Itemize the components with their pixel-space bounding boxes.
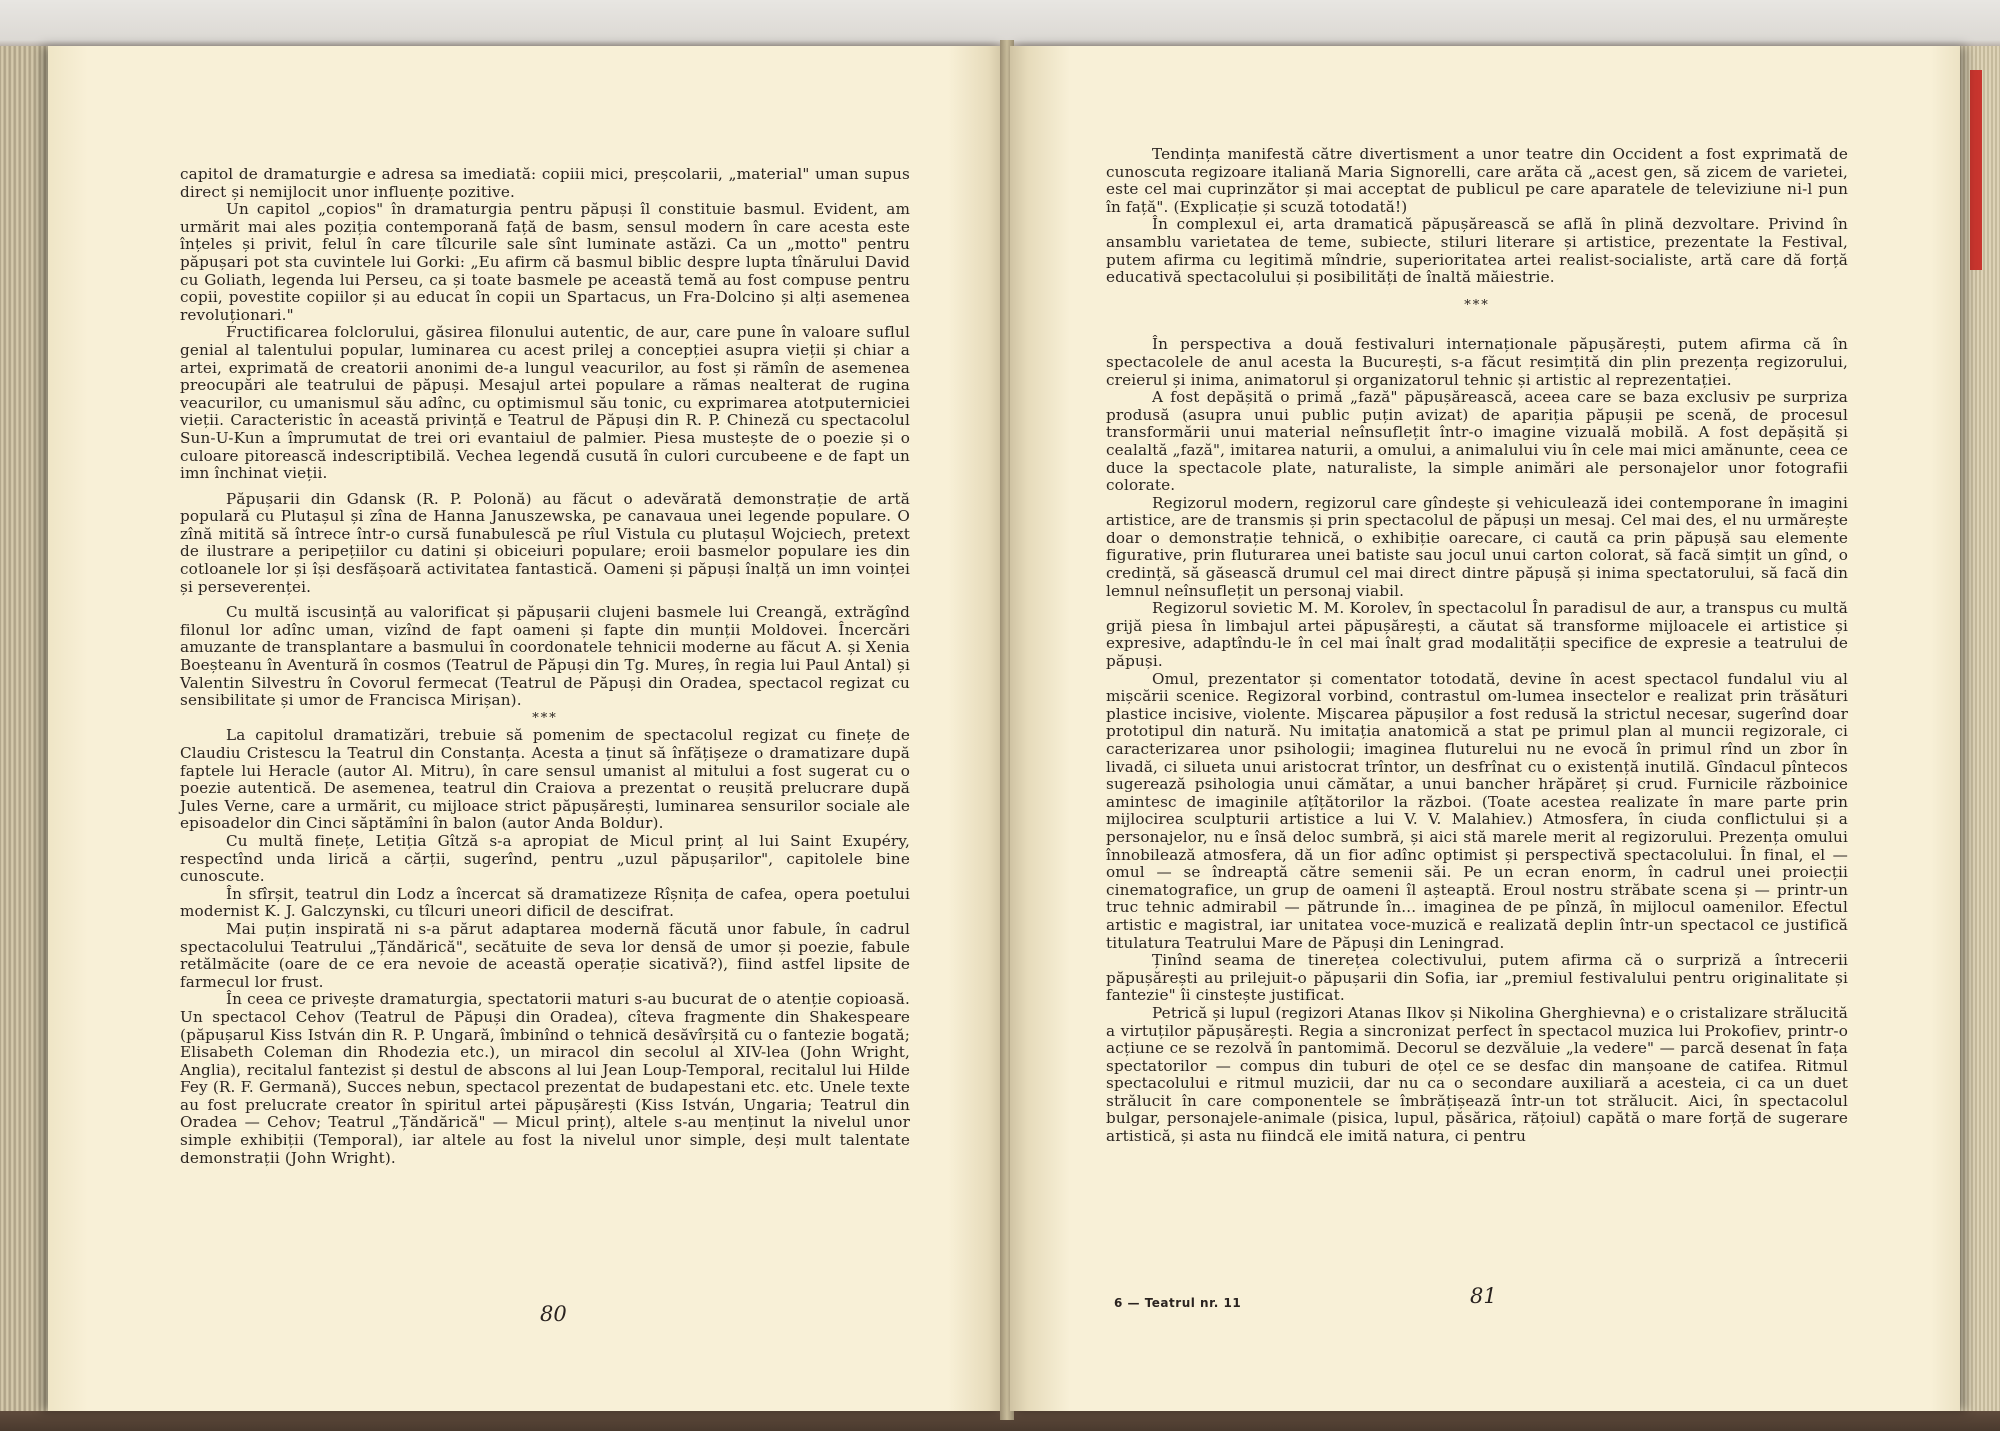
paragraph: Omul, prezentator și comentator totodată, devine în acest spectacol fundalul viu al mișcării scenice. Regizoral vorbind, contrastul om-lumea insectelor e realizat prin trăsături plastice incisive, violente. Mișcarea păpușilor a fost redusă la strictul necesar, sugerînd doar prototipul din natură. Nu imitația anatomică a stat pe primul plan al muncii regizorale, ci caracterizarea unor psihologii; imaginea fluturelui nu ne evocă în primul rînd un zbor în livadă, ci silueta unui aristocrat trîntor, un desfrînat cu o existență inutilă. Gîndacul pîntecos sugerează psihologia unui cămătar, a unui bancher hrăpăreț și crud. Furnicile războinice amintesc de imaginile ațîțătorilor la război. (Toate acestea realizate în mare parte prin mijlocirea sculpturii artistice a lui V. V. Malahiev.) Atmosfera, în ciuda conflictului și a personajelor, nu e însă deloc sumbră, și aici stă marele merit al regizorului. Prezența omului înnobilează atmosfera, dă un fior adînc optimist și perspectivă spectacolului. În final, el — omul — se îndreaptă către semenii săi. Pe un ecran enorm, în cadrul unei proiecții cinematografice, un grup de oameni îl așteaptă. Eroul nostru străbate scena și — printr-un truc tehnic admirabil — pătrunde în... imaginea de pe pînză, în mijlocul oamenilor. Efectul artistic e magistral, iar unitatea voce-muzică e realizată deplin într-un spectacol ce justifică titulatura Teatrului Mare de Păpuși din Leningrad. [1106, 669, 1848, 952]
paragraph: Un capitol „copios" în dramaturgia pentru păpuși îl constituie basmul. Evident, am urmărit mai ales poziția contemporană față de basm, sensul modern în care acesta este înțeles și privit, felul în care tîlcurile sale sînt luminate astăzi. Ca un „motto" pentru păpușari pot sta cuvintele lui Gorki: „Eu afirm că basmul biblic despre lupta tînărului David cu Goliath, legenda lui Perseu, ca și toate basmele pe această temă au fost compuse pentru copii, povestite copiilor și au educat în copii un Spartacus, un Fra-Dolcino și alți asemenea revoluționari." [180, 200, 910, 324]
paragraph: Tendința manifestă către divertisment a unor teatre din Occident a fost exprimată de cunoscuta regizoare italiană Maria Signorelli, care arăta că „acest gen, să zicem de varietei, este cel mai cuprinzător și mai acceptat de publicul pe care aparatele de televiziune ni-l pun în față". (Explicație și scuză totodată!) [1106, 145, 1848, 216]
paragraph: Mai puțin inspirată ni s-a părut adaptarea modernă făcută unor fabule, în cadrul spectacolului Teatrului „Țăndărică", secătuite de seva lor densă de umor și poezie, fabule retălmăcite (oare de ce era nevoie de această operație sicativă?), fiind astfel lipsite de farmecul lor frust. [180, 919, 910, 991]
left-page-edges [0, 46, 48, 1411]
section-separator: *** [1464, 297, 1490, 313]
paragraph: Cu multă iscusință au valorificat și păpușarii clujeni basmele lui Creangă, extrăgînd filonul lor adînc uman, vizînd de fapt oameni și fapte din munții Moldovei. Încercări amuzante de transplantare a basmului în coordonatele tehnicii moderne au făcut A. și Xenia Boeșteanu în Aventură în cosmos (Teatrul de Păpuși din Tg. Mureș, în regia lui Paul Antal) și Valentin Silvestru în Covorul fermecat (Teatrul de Păpuși din Oradea, spectacol regizat cu sensibilitate și umor de Francisca Mirișan). [180, 603, 910, 710]
paragraph: La capitolul dramatizări, trebuie să pomenim de spectacolul regizat cu finețe de Claudiu Cristescu la Teatrul din Constanța. Acesta a ținut să înfățișeze o dramatizare după faptele lui Heracle (autor Al. Mitru), în care sensul umanist al mitului a fost sugerat cu o poezie autentică. De asemenea, teatrul din Craiova a prezentat o reușită prelucrare după Jules Verne, care a urmărit, cu mijloace strict păpușărești, luminarea sensurilor sociale ale episoadelor din Cinci săptămîni în balon (autor Anda Boldur). [180, 726, 910, 833]
page-footer: 6 — Teatrul nr. 11 [1114, 1296, 1242, 1310]
paragraph: Cu multă finețe, Letiția Gîtză s-a apropiat de Micul prinț al lui Saint Exupéry, respectînd unda lirică a cărții, sugerînd, pentru „uzul păpușarilor", capitolele bine cunoscute. [180, 831, 910, 886]
paragraph: Păpușarii din Gdansk (R. P. Polonă) au făcut o adevărată demonstrație de artă populară cu Plutașul și zîna de Hanna Januszewska, pe canavaua unei legende populare. O zînă mitită să întrece într-o cursă funabulescă pe rîul Vistula cu plutașul Wojciech, pretext de ilustrare a peripețiilor cu datini și obiceiuri populare; eroii basmelor populare ies din cotloanele lor și își desfășoară activitatea fantastică. Oameni și păpuși înalță un imn voinței și perseverenței. [180, 489, 910, 596]
paragraph: Regizorul sovietic M. M. Korolev, în spectacolul În paradisul de aur, a transpus cu multă grijă piesa în limbajul artei păpușărești, a căutat să transforme mijloacele ei artistice și expresive, adaptîndu-le în cel mai înalt grad modalității specifice de expresie a teatrului de păpuși. [1106, 599, 1848, 671]
paragraph: În ceea ce privește dramaturgia, spectatorii maturi s-au bucurat de o atenție copioasă. Un spectacol Cehov (Teatrul de Păpuși din Oradea), cîteva fragmente din Shakespeare (păpușarul Kiss István din R. P. Ungară, îmbinînd o tehnică desăvîrșită cu o fantezie bogată; Elisabeth Coleman din Rhodezia etc.), un miracol din secolul al XIV-lea (John Wright, Anglia), recitalul fantezist și destul de abscons al lui Jean Loup-Temporal, recitalul lui Hilde Fey (R. F. Germană), Succes nebun, spectacol prezentat de budapestani etc. etc. Unele texte au fost prelucrate creator în spiritul artei păpușărești (Kiss István, Ungaria; Teatrul din Oradea — Cehov; Teatrul „Țăndărică" — Micul prinț), altele s-au menținut la nivelul unor simple exhibiții (Temporal), iar altele au fost la nivelul unor simple, deși mult talentate demonstrații (John Wright). [180, 990, 910, 1167]
left-page-text [180, 166, 910, 1167]
paragraph: În sfîrșit, teatrul din Lodz a încercat să dramatizeze Rîșnița de cafea, opera poetului modernist K. J. Galczynski, cu tîlcuri uneori dificil de descifrat. [180, 884, 910, 921]
paragraph: În complexul ei, arta dramatică păpușărească se află în plină dezvoltare. Privind în ansamblu varietatea de teme, subiecte, stiluri literare și artistice, prezentate la Festival, putem afirma cu legitimă mîndrie, superioritatea artei realist-socialiste, artă care dă forță educativă spectacolului și posibilități de înaltă măiestrie. [1106, 215, 1848, 287]
red-bookmark-tab [1970, 70, 1982, 270]
section-separator: *** [532, 710, 558, 726]
right-page-text [1106, 146, 1848, 1146]
left-page [48, 46, 1004, 1411]
page-number: 81 [1470, 1284, 1497, 1308]
paragraph: Fructificarea folclorului, găsirea filonului autentic, de aur, care pune în valoare suflul genial al talentului popular, luminarea cu acest prilej a concepției asupra vieții și chiar a artei, exprimată de creatorii anonimi de-a lungul veacurilor, au fost și rămîn de asemenea preocupări ale teatrului de păpuși. Mesajul artei populare a rămas nealterat de rugina veacurilor, cu umanismul său adînc, cu optimismul său tonic, cu exprimarea atotputerniciei vieții. Caracteristic în această privință e Teatrul de Păpuși din R. P. Chineză cu spectacolul Sun-U-Kun a împrumutat de trei ori evantaiul de palmier. Piesa mustește de o poezie și o culoare pitorească indescriptibilă. Vechea legendă cusută în culori curcubeene e de fapt un imn închinat vieții. [180, 323, 910, 483]
right-page [1010, 46, 1960, 1411]
paragraph: Ținînd seama de tinerețea colectivului, putem afirma că o surpriză a întrecerii păpușărești au prilejuit-o păpușarii din Sofia, iar „premiul festivalului pentru originalitate și fantezie" îi cinstește justificat. [1106, 951, 1848, 1005]
paragraph: În perspectiva a două festivaluri internaționale păpușărești, putem afirma că în spectacolele de anul acesta la București, s-a făcut resimțită din plin prezența regizorului, creierul și inima, animatorul și organizatorul tehnic și artistic al reprezentației. [1106, 335, 1848, 389]
paragraph: Petrică și lupul (regizori Atanas Ilkov și Nikolina Gherghievna) e o cristalizare strălucită a virtuților păpușărești. Regia a sincronizat perfect în spectacol muzica lui Prokofiev, printr-o acțiune ce se rezolvă în pantomimă. Decorul se dezvăluie „la vedere" — parcă desenat în fața spectatorilor — compus din tuburi de oțel ce se desfac din manșoane de catifea. Ritmul spectacolului e ritmul muzicii, dar nu ca o secondare auxiliară a acesteia, ci ca un duet strălucit în care componentele se îmbrățișează într-un tot strălucit. Aici, în spectacolul bulgar, personajele-animale (pisica, lupul, păsărica, rățoiul) capătă o mare forță de sugerare artistică, și asta nu fiindcă ele imită natura, ci pentru [1106, 1003, 1848, 1146]
paragraph: A fost depășită o primă „fază" păpușărească, aceea care se baza exclusiv pe surpriza produsă (asupra unui public puțin avizat) de apariția păpușii pe scenă, de procesul transformării unui material neînsuflețit într-o imagine vizuală mobilă. A fost depășită și cealaltă „fază", imitarea naturii, a omului, a animalului viu în cele mai mici amănunte, ceea ce duce la spectacole plate, naturaliste, la simple animări ale personajelor unor fotografii colorate. [1106, 388, 1848, 495]
paragraph: Regizorul modern, regizorul care gîndește și vehiculează idei contemporane în imagini artistice, are de transmis și prin spectacolul de păpuși un mesaj. Cel mai des, el nu urmărește doar o demonstrație tehnică, o exhibiție oarecare, ci caută ca prin păpușă sau elemente figurative, prin fluturarea unei batiste sau jocul unui carton colorat, să facă simțit un gînd, o credință, să găsească drumul cel mai direct dintre păpușă și inima spectatorului, să facă din lemnul neînsuflețit un personaj viabil. [1106, 493, 1848, 600]
page-number: 80 [540, 1302, 567, 1326]
paragraph: capitol de dramaturgie e adresa sa imediată: copiii mici, preșcolarii, „material" uman supus direct și nemijlocit unor influențe pozitive. [180, 165, 910, 201]
